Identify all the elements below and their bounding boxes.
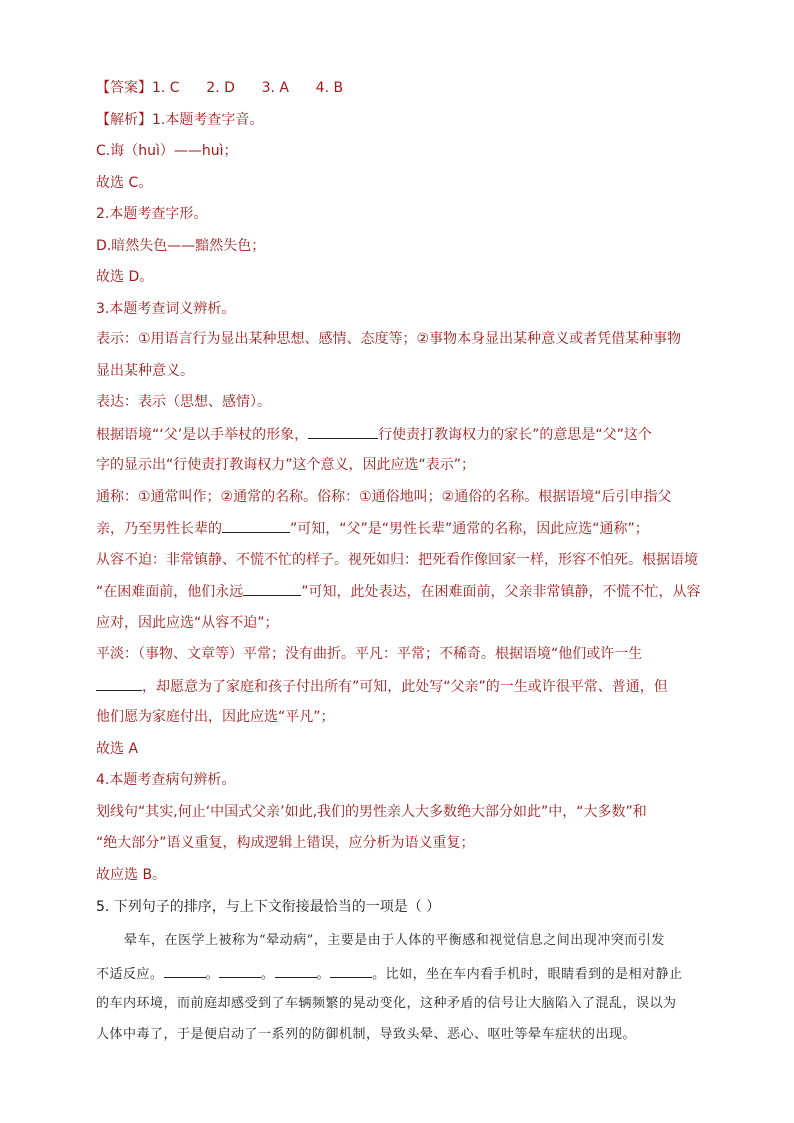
text-segment: ，却愿意为了家庭和孩子付出所有”可知，此处写“父亲”的一生或许很平常、普通，但 bbox=[142, 679, 668, 695]
text-line: 划线句“其实,何止‘中国式父亲’如此,我们的男性亲人大多数绝大部分如此”中，“大多数”和 bbox=[96, 804, 647, 820]
text-segment: 。 bbox=[205, 967, 220, 982]
text-segment: 行使责打教诲权力的家长”的意思是“父”这个 bbox=[378, 427, 652, 443]
answer-line bbox=[96, 78, 343, 98]
text-segment: 根据语境“‘父’是以手举杖的形象， bbox=[96, 427, 309, 443]
text-line: 从容不迫：非常镇静、不慌不忙的样子。视死如归：把死看作像回家一样，形容不怕死。根据语境 bbox=[96, 552, 698, 568]
passage-line: 人体中毒了，于是便启动了一系列的防御机制，导致头晕、恶心、呕吐等晕车症状的出现。 bbox=[96, 1027, 637, 1042]
text-line bbox=[96, 581, 701, 602]
text-line: 故选 A bbox=[96, 741, 139, 757]
question-5-stem: 5. 下列句子的排序，与上下文衔接最恰当的一项是（ ） bbox=[96, 899, 441, 915]
text-line: 故选 D。 bbox=[96, 269, 154, 285]
text-line: 表示：①用语言行为显出某种思想、感情、态度等；②事物本身显出某种意义或者凭借某种事物 bbox=[96, 331, 682, 347]
fill-blank bbox=[96, 676, 142, 691]
text-line: 平淡：（事物、文章等）平常；没有曲折。平凡：平常；不稀奇。根据语境“他们或许一生 bbox=[96, 646, 643, 662]
answer-label: 【答案】 bbox=[96, 80, 152, 96]
text-segment: 不适反应。 bbox=[96, 967, 164, 982]
text-segment: 。 bbox=[316, 967, 331, 982]
text-segment: 。 bbox=[261, 967, 275, 982]
fill-blank bbox=[222, 518, 290, 533]
text-line: “绝大部分”语义重复，构成逻辑上错误，应分析为语义重复； bbox=[96, 835, 475, 851]
text-line bbox=[96, 518, 649, 539]
passage-line bbox=[96, 963, 683, 985]
fill-blank bbox=[219, 963, 261, 978]
fill-blank bbox=[275, 963, 317, 978]
text-line: 4.本题考查病句辨析。 bbox=[96, 772, 236, 788]
text-line: 通称：①通常叫作；②通常的名称。俗称：①通俗地叫；②通俗的名称。根据语境“后引申指父 bbox=[96, 489, 672, 505]
text-line bbox=[96, 424, 652, 445]
text-line: 2.本题考查字形。 bbox=[96, 206, 208, 222]
text-line: 表达：表示（思想、感情）。 bbox=[96, 394, 271, 410]
text-segment: “在困难面前，他们永远 bbox=[96, 584, 244, 600]
text-line: 显出某种意义。 bbox=[96, 363, 194, 379]
analysis-label: 【解析】 bbox=[96, 112, 152, 128]
passage-line: 晕车，在医学上被称为“晕动病”，主要是由于人体的平衡感和视觉信息之间出现冲突而引发 bbox=[124, 933, 665, 948]
text-line: 故选 C。 bbox=[96, 175, 153, 191]
text-line bbox=[96, 676, 668, 697]
text-line: 应对，因此应选“从容不迫”； bbox=[96, 615, 279, 631]
text-segment: 亲，乃至男性长辈的 bbox=[96, 521, 222, 537]
text-line: 3.本题考查词义辨析。 bbox=[96, 301, 236, 317]
text-line: 故应选 B。 bbox=[96, 867, 167, 883]
answer-text: 1. C 2. D 3. A 4. B bbox=[152, 80, 344, 96]
text-line: C.诲（huì）——huì； bbox=[96, 143, 238, 159]
analysis-q1-title: 1.本题考查字音。 bbox=[152, 112, 264, 128]
text-segment: ”可知，此处表达，在困难面前，父亲非常镇静，不慌不忙，从容 bbox=[301, 584, 701, 600]
fill-blank bbox=[308, 424, 378, 439]
text-segment: ”可知，“父”是“男性长辈”通常的名称，因此应选“通称”； bbox=[290, 521, 649, 537]
text-line: 他们愿为家庭付出，因此应选“平凡”； bbox=[96, 709, 335, 725]
fill-blank bbox=[164, 963, 206, 978]
text-segment: 。比如，坐在车内看手机时，眼睛看到的是相对静止 bbox=[372, 967, 683, 982]
passage-line: 的车内环境，而前庭却感受到了车辆频繁的晃动变化，这种矛盾的信号让大脑陷入了混乱，误以为 bbox=[96, 996, 677, 1011]
analysis-line bbox=[96, 110, 263, 130]
text-line: D.暗然失色——黯然失色； bbox=[96, 238, 266, 254]
fill-blank bbox=[243, 581, 301, 596]
fill-blank bbox=[330, 963, 372, 978]
text-line: 字的显示出“行使责打教诲权力”这个意义，因此应选“表示”； bbox=[96, 457, 476, 473]
